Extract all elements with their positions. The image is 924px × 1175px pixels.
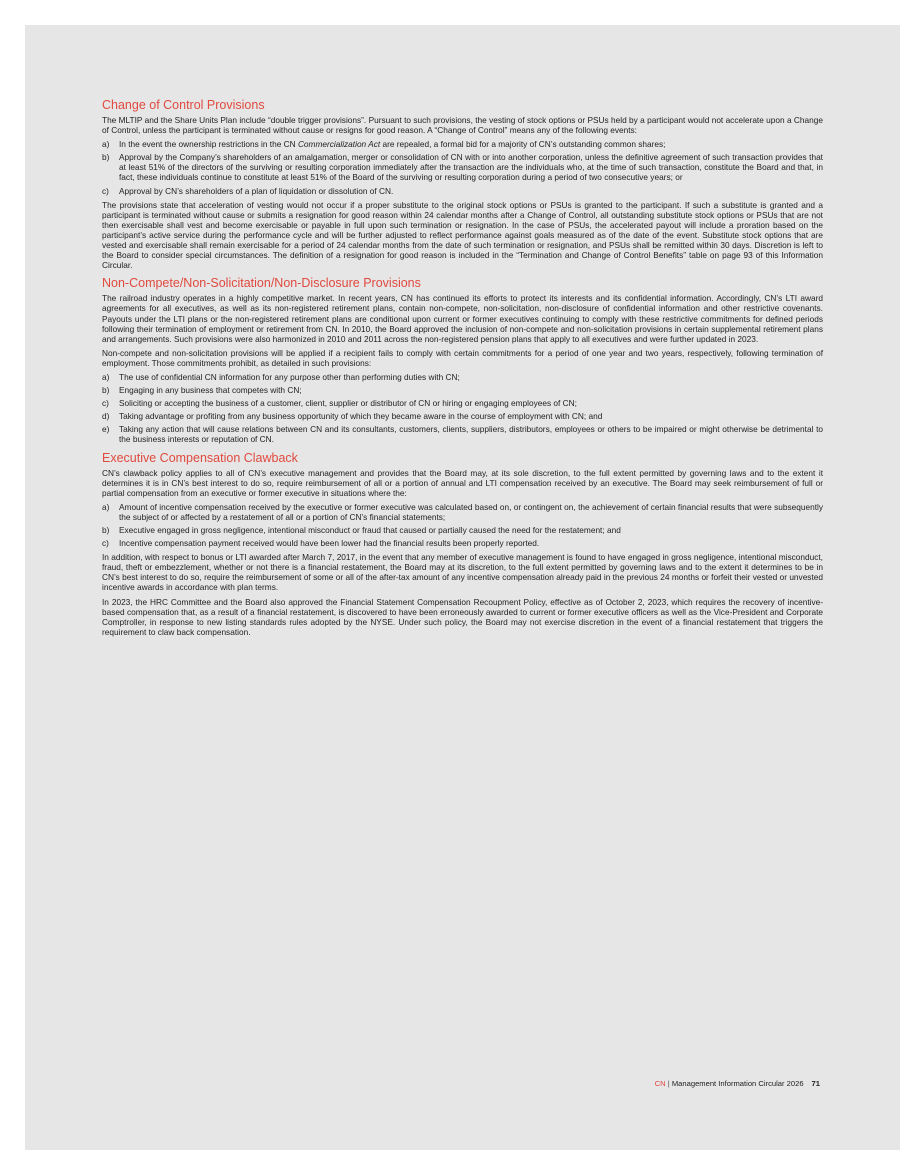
- section-change-of-control: [102, 98, 823, 270]
- paragraph-non-compete-intro: The railroad industry operates in a highly competitive market. In recent years, CN has continued its efforts to protect its interests and its confidential information. Accordingly, CN’s LTI award agreements for all executives, as well as its non-registered retirement plans, contain non-compete, non-solicitation, non-disclosure of confidential information and other restrictive covenants. Payouts under the LTI plans or the non-registered retirement plans are conditional upon current or former executives continuing to comply with these restrictive commitments for defined periods following their termination of employment or retirement from CN. In 2010, the Board approved the inclusion of non-compete and non-solicitation provisions in certain supplemental retirement plans and arrangements. Such provisions were also harmonized in 2010 and 2011 across the non-registered pension plans that apply to all executives and were further updated in 2023.: [102, 293, 823, 344]
- footer-title: Management Information Circular 2026: [671, 1079, 804, 1088]
- list-item-text-before: In the event the ownership restrictions in the CN: [119, 139, 298, 150]
- list-item-text: Soliciting or accepting the business of a customer, client, supplier or distributor of CN or hiring or engaging employees of CN;: [119, 398, 577, 409]
- section-non-compete: [102, 276, 823, 444]
- list-marker: c): [102, 538, 109, 549]
- document-page: [25, 25, 900, 1150]
- paragraph-clawback-misconduct: In addition, with respect to bonus or LTI awarded after March 7, 2017, in the event that any member of executive management is found to have engaged in gross negligence, intentional misconduct, fraud, theft or embezzlement, whether or not there is a financial restatement, the Board may at its discretion, to the full extent permitted by governing laws and to the extent it determines to be in CN’s best interest to do so, require the reimbursement of some or all of the after-tax amount of any incentive compensation already paid in the previous 24 months or forfeit their vested or unvested incentive awards in accordance with plan terms.: [102, 552, 823, 593]
- list-item-text: Engaging in any business that competes with CN;: [119, 385, 302, 396]
- paragraph-change-of-control-intro: The MLTIP and the Share Units Plan include “double trigger provisions”. Pursuant to such provisions, the vesting of stock options or PSUs held by a participant would not accelerate upon a Change of Control, unless the participant is terminated without cause or resigns for good reason. A “Change of Control” means any of the following events:: [102, 115, 823, 136]
- list-item: [102, 385, 823, 395]
- section-heading-change-of-control: Change of Control Provisions: [102, 98, 265, 112]
- list-item: [102, 139, 823, 149]
- list-item: [102, 502, 823, 522]
- list-item: [102, 152, 823, 182]
- list-item: [102, 525, 823, 535]
- list-marker: b): [102, 525, 110, 535]
- list-change-of-control-events: [102, 139, 823, 195]
- list-item-text: Executive engaged in gross negligence, intentional misconduct or fraud that caused or partially caused the need for the restatement; and: [119, 525, 621, 535]
- list-item-text: The use of confidential CN information for any purpose other than performing duties with CN;: [119, 371, 460, 382]
- list-item-text: [119, 139, 823, 149]
- list-marker: b): [102, 152, 110, 163]
- list-item-text-after: are repealed, a formal bid for a majority of CN’s outstanding common shares;: [380, 139, 666, 150]
- list-marker: c): [102, 185, 109, 196]
- list-item: [102, 372, 823, 382]
- footer-separator: |: [665, 1079, 672, 1088]
- page-footer: [655, 1079, 820, 1088]
- list-item-text: Taking advantage or profiting from any business opportunity of which they became aware in the course of employment with CN; and: [119, 411, 603, 422]
- list-item-text: Approval by CN’s shareholders of a plan of liquidation or dissolution of CN.: [119, 185, 394, 196]
- paragraph-change-of-control-substitute: The provisions state that acceleration of vesting would not occur if a proper substitute to the original stock options or PSUs is granted to the participant. If such a substitute is granted and a participant is terminated without cause or submits a resignation for good reason within 24 calendar months after a Change of Control, all outstanding substitute stock options or PSUs that are not then exercisable shall vest and become exercisable or payable in full upon such termination or resignation. In the case of PSUs, the accelerated payout will include a proration based on the participant’s active service during the performance cycle and will be further adjusted to reflect performance against goals measured as of the date of the event. Substitute stock options that are vested and exercisable shall remain exercisable for a period of 24 calendar months from the date of such termination or resignation, and PSUs shall be remitted within 30 days. Discretion is left to the Board to consider special circumstances. The definition of a resignation for good reason is included in the “Termination and Change of Control Benefits” table on page 93 of this Information Circular.: [102, 199, 823, 271]
- list-marker: e): [102, 424, 110, 435]
- list-item: [102, 424, 823, 444]
- list-marker: b): [102, 385, 110, 396]
- section-heading-clawback: Executive Compensation Clawback: [102, 450, 298, 465]
- list-item: [102, 411, 823, 421]
- footer-brand: CN: [654, 1079, 666, 1088]
- list-item: [102, 538, 823, 548]
- paragraph-clawback-intro: CN’s clawback policy applies to all of CN’s executive management and provides that the Board may, at its sole discretion, to the full extent permitted by governing laws and to the extent it determines it is in CN’s best interest to do so, require reimbursement of all or a portion of annual and LTI compensation received by an executive. The Board may seek reimbursement of full or partial compensation from an executive or former executive in situations where the:: [102, 467, 823, 498]
- list-marker: a): [102, 501, 110, 512]
- list-item: [102, 398, 823, 408]
- list-marker: a): [102, 139, 110, 150]
- act-name-italic: Commercialization Act: [297, 139, 381, 150]
- list-marker: d): [102, 411, 110, 422]
- list-non-compete-prohibitions: [102, 372, 823, 445]
- page-number: 71: [811, 1079, 820, 1088]
- paragraph-clawback-recoupment-policy: In 2023, the HRC Committee and the Board also approved the Financial Statement Compensation Recoupment Policy, effective as of October 2, 2023, which requires the recovery of incentive-based compensation that, as a result of a financial restatement, is discovered to have been erroneously awarded to current or former executive officers as well as the Vice-President and Corporate Comptroller, in response to new listing standards rules adopted by the NYSE. Under such policy, the Board may not exercise discretion in the event of a financial restatement that triggers the requirement to claw back compensation.: [102, 596, 823, 637]
- list-clawback-situations: [102, 502, 823, 548]
- list-item: [102, 186, 823, 196]
- list-item-text: Taking any action that will cause relations between CN and its consultants, customers, clients, suppliers, distributors, employees or others to be impaired or might otherwise be detrimental to the business interests or reputation of CN.: [119, 424, 823, 445]
- section-clawback: [102, 451, 823, 637]
- paragraph-non-compete-lead: Non-compete and non-solicitation provisions will be applied if a recipient fails to comply with certain commitments for a period of one year and two years, respectively, following termination of employment. Those commitments prohibit, as detailed in such provisions:: [102, 347, 823, 368]
- list-item-text: Amount of incentive compensation received by the executive or former executive was calculated based on, or contingent on, the achievement of certain financial results that were subsequently the subject of or affected by a restatement of all or a portion of CN’s financial statements;: [119, 501, 823, 522]
- section-heading-non-compete: Non-Compete/Non-Solicitation/Non-Disclosure Provisions: [102, 276, 421, 291]
- list-item-text: Incentive compensation payment received would have been lower had the financial results been properly reported.: [119, 538, 540, 549]
- list-item-text: Approval by the Company’s shareholders of an amalgamation, merger or consolidation of CN with or into another corporation, unless the definitive agreement of such transaction provides that at least 51% of the directors of the surviving or resulting corporation immediately after the transaction are the individuals who, at the time of such transaction, constitute the Board and that, in fact, these individuals continue to constitute at least 51% of the Board of the surviving or resulting corporation during a period of two consecutive years; or: [119, 152, 823, 183]
- list-marker: c): [102, 398, 109, 409]
- page-content: [102, 98, 823, 643]
- list-marker: a): [102, 371, 110, 382]
